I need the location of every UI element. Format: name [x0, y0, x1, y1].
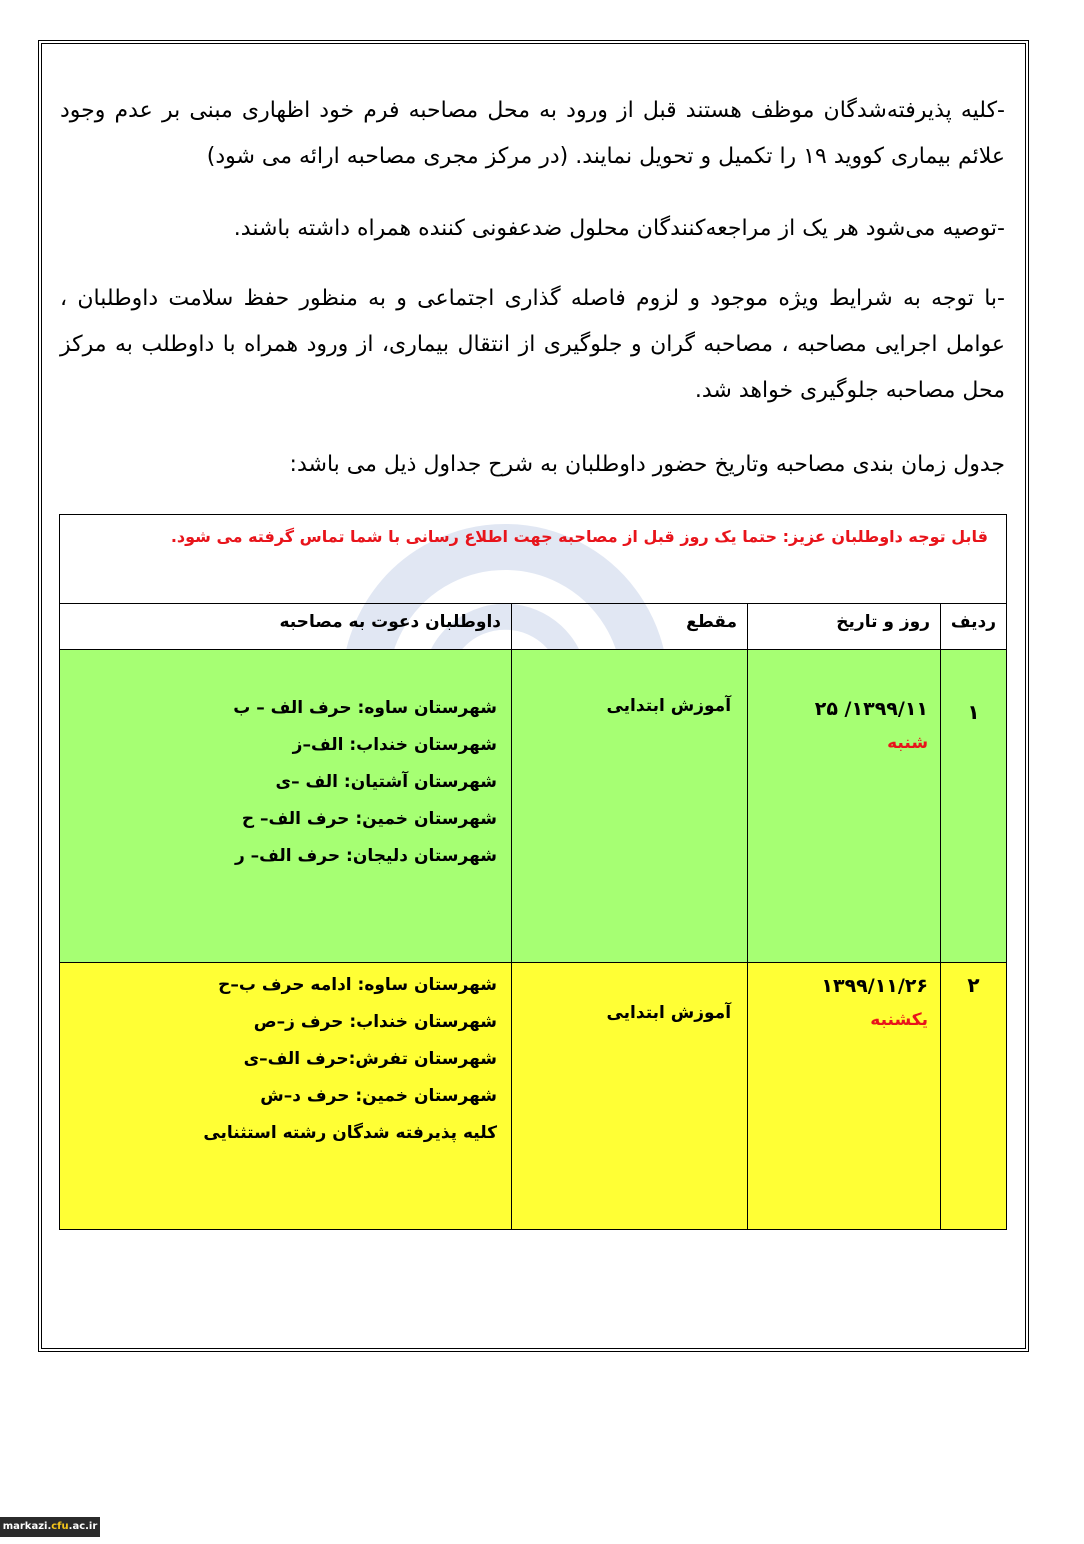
row-date: ۱۳۹۹/۱۱/ ۲۵	[814, 698, 929, 720]
table-row	[60, 963, 1007, 1230]
header-candidates: داوطلبان دعوت به مصاحبه	[60, 604, 512, 650]
city-line: شهرستان خنداب: حرف ز–ص	[253, 1012, 498, 1032]
city-line: شهرستان تفرش:حرف الف–ی	[243, 1049, 498, 1069]
interview-schedule-table	[59, 514, 1007, 1230]
row-date: ۱۳۹۹/۱۱/۲۶	[821, 975, 929, 997]
city-line: شهرستان آشتیان: الف –ی	[275, 772, 498, 792]
row-weekday: شنبه	[887, 733, 929, 753]
source-site-label	[0, 1517, 100, 1537]
city-line: شهرستان خنداب: الف–ز	[292, 735, 498, 755]
header-row-number: ردیف	[941, 604, 1007, 650]
row-cities	[60, 650, 512, 963]
row-level: آموزش ابتدایی	[512, 963, 748, 1230]
city-line: کلیه پذیرفته شدگان رشته استثنایی	[203, 1123, 498, 1143]
table-header-row	[60, 604, 1007, 650]
row-weekday: یکشنبه	[870, 1010, 929, 1030]
city-line: شهرستان ساوه: حرف الف – ب	[233, 698, 498, 718]
city-line: شهرستان خمین: حرف د–ش	[260, 1086, 498, 1106]
city-line: شهرستان دلیجان: حرف الف– ر	[234, 846, 498, 866]
paragraph-schedule-intro: جدول زمان بندی مصاحبه وتاریخ حضور داوطلبان به شرح جداول ذیل می باشد:	[289, 452, 1005, 477]
header-date: روز و تاریخ	[748, 604, 941, 650]
paragraph-disinfectant: -توصیه می‌شود هر یک از مراجعه‌کنندگان محلول ضدعفونی کننده همراه داشته باشند.	[233, 216, 1005, 241]
city-line: شهرستان ساوه: ادامه حرف ب–ح	[218, 975, 498, 995]
paragraph-health-form: -کلیه پذیرفته‌شدگان موظف هستند قبل از ورود به محل مصاحبه فرم خود اظهاری مبنی بر عدم وجود علائم بیماری کووید ۱۹ را تکمیل و تحویل نمایند. (در مرکز مجری مصاحبه ارائه می شود)	[60, 98, 1005, 169]
source-accent: cfu	[51, 1521, 69, 1532]
table-row	[60, 650, 1007, 963]
city-line: شهرستان خمین: حرف الف– ح	[241, 809, 498, 829]
header-level: مقطع	[512, 604, 748, 650]
row-level: آموزش ابتدایی	[512, 650, 748, 963]
row-cities	[60, 963, 512, 1230]
source-suffix: .ac.ir	[68, 1521, 98, 1532]
notice-row	[60, 515, 1007, 604]
source-prefix: markazi.	[2, 1521, 52, 1532]
row-number: ۱	[941, 650, 1007, 963]
notice-text: قابل توجه داوطلبان عزیز: حتما یک روز قبل از مصاحبه جهت اطلاع رسانی با شما تماس گرفته می شود.	[60, 515, 1007, 604]
row-date-cell	[748, 963, 941, 1230]
row-date-cell	[748, 650, 941, 963]
paragraph-companion-restriction: -با توجه به شرایط ویژه موجود و لزوم فاصله گذاری اجتماعی و به منظور حفظ سلامت داوطلبان ، عوامل اجرایی مصاحبه ، مصاحبه گران و جلوگیری از انتقال بیماری، از ورود همراه با داوطلب به مرکز محل مصاحبه جلوگیری خواهد شد.	[60, 286, 1005, 403]
row-number: ۲	[941, 963, 1007, 1230]
